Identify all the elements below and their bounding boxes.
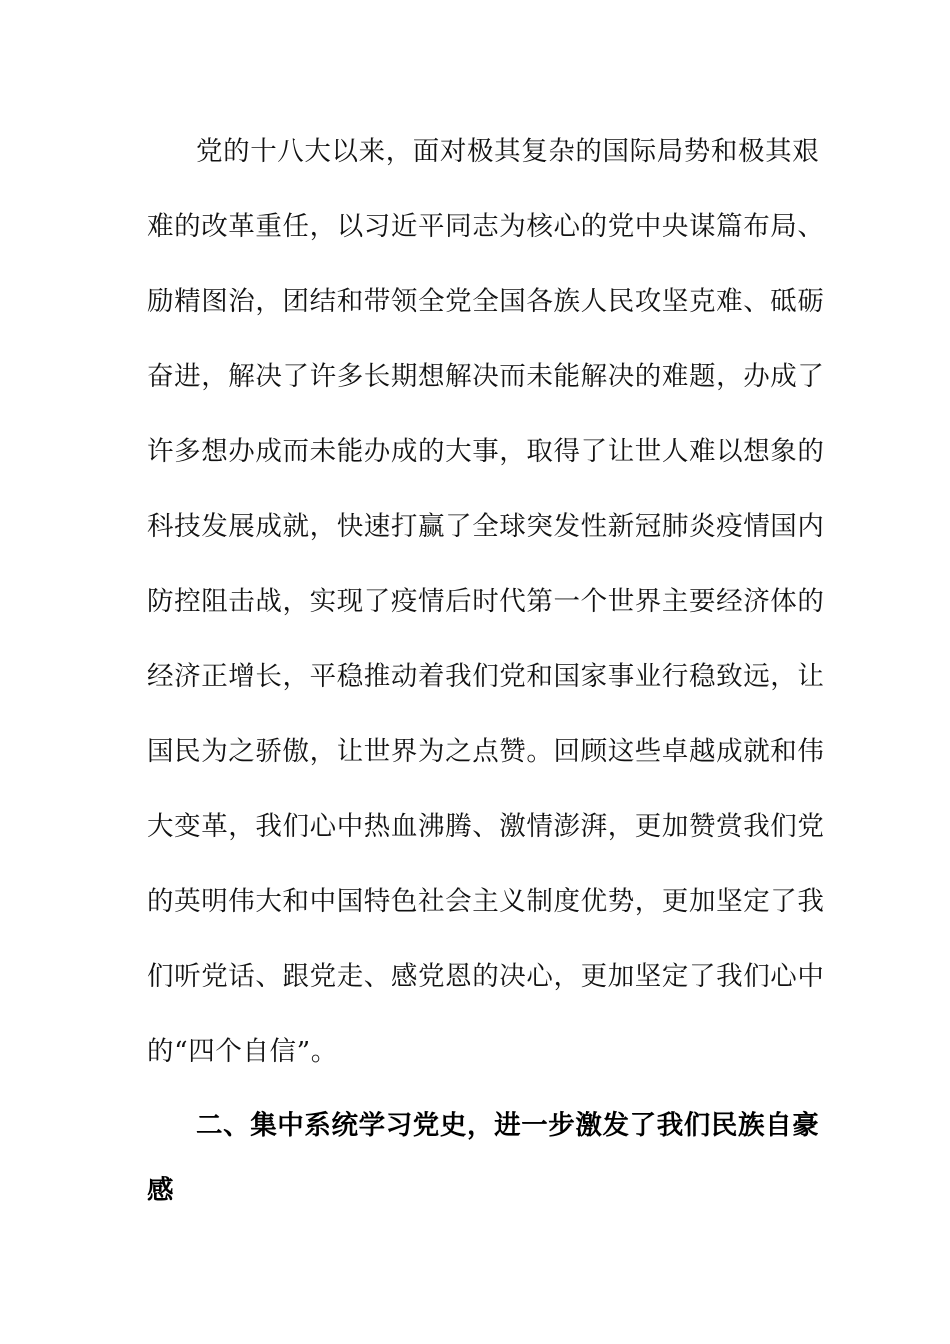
paragraph-line: 科技发展成就，快速打赢了全球突发性新冠肺炎疫情国内 [147,511,825,542]
section-heading-line: 二、集中系统学习党史，进一步激发了我们民族自豪 [196,1110,820,1141]
paragraph-line: 励精图治，团结和带领全党全国各族人民攻坚克难、砥砺 [147,286,825,317]
paragraph-line: 难的改革重任，以习近平同志为核心的党中央谋篇布局、 [147,211,825,242]
paragraph-line: 国民为之骄傲，让世界为之点赞。回顾这些卓越成就和伟 [147,736,825,767]
paragraph-line: 经济正增长，平稳推动着我们党和国家事业行稳致远，让 [147,661,825,692]
paragraph-line: 许多想办成而未能办成的大事，取得了让世人难以想象的 [147,436,825,467]
paragraph-line: 防控阻击战，实现了疫情后时代第一个世界主要经济体的 [147,586,825,617]
paragraph-line: 的英明伟大和中国特色社会主义制度优势，更加坚定了我 [147,886,825,917]
paragraph-line: 党的十八大以来，面对极其复杂的国际局势和极其艰 [196,136,820,167]
paragraph-line: 大变革，我们心中热血沸腾、激情澎湃，更加赞赏我们党 [147,811,825,842]
paragraph-line: 的“四个自信”。 [147,1036,338,1067]
section-heading-line: 感 [147,1175,175,1206]
paragraph-line: 们听党话、跟党走、感党恩的决心，更加坚定了我们心中 [147,961,825,992]
paragraph-line: 奋进，解决了许多长期想解决而未能解决的难题，办成了 [147,361,825,392]
